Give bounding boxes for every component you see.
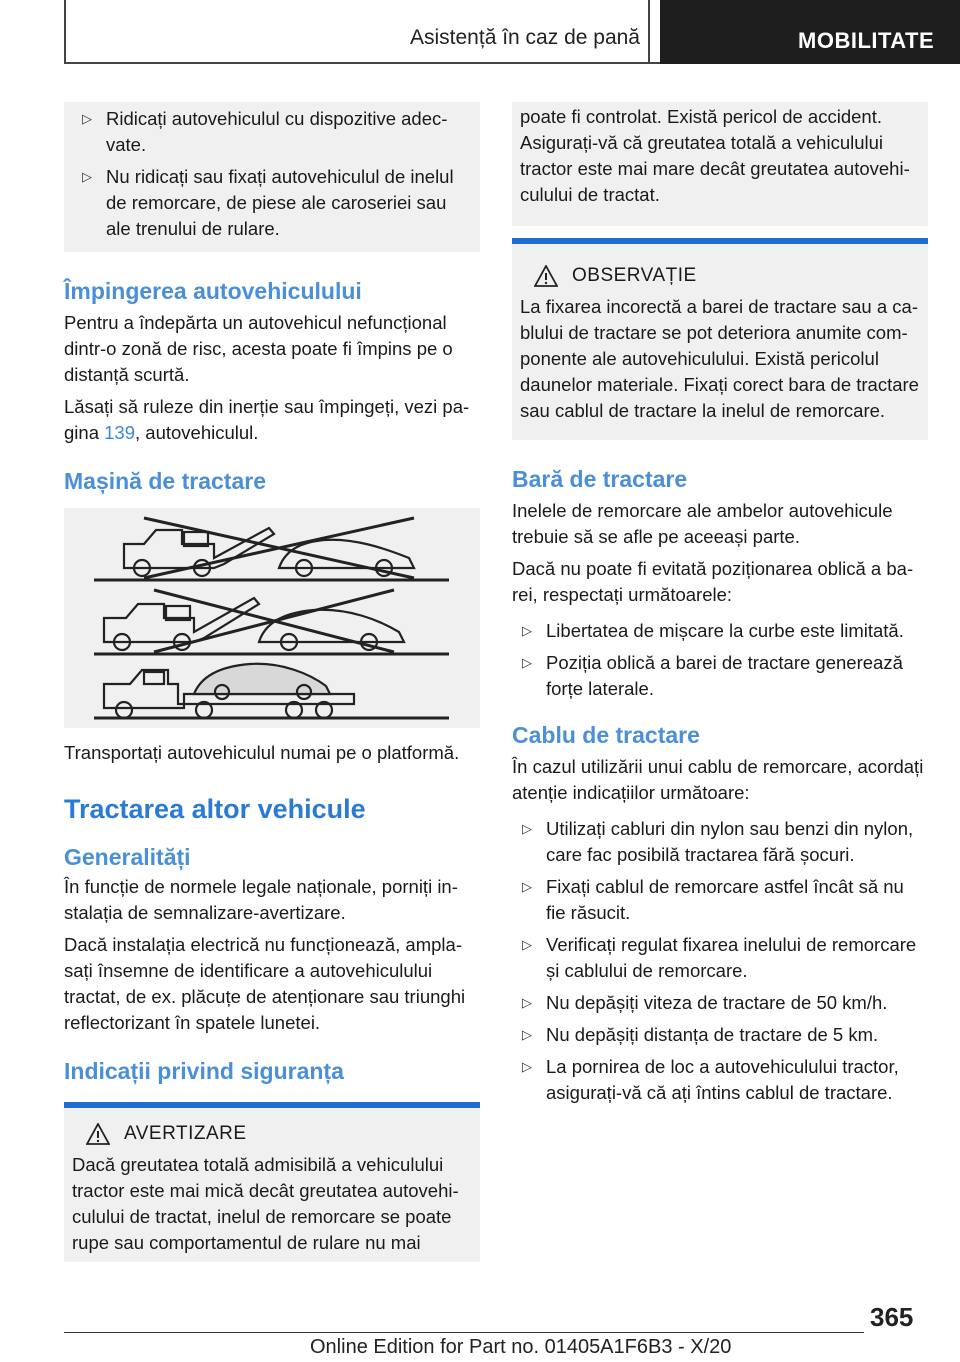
header-section-title: Asistență în caz de pană: [410, 26, 640, 49]
list-item: ▷ Ridicați autovehiculul cu dispozitive adecvate.: [82, 108, 448, 155]
bullet-triangle-icon: ▷: [522, 937, 532, 952]
right-column: [512, 102, 928, 1112]
list-item: ▷ Utilizați cabluri din nylon sau benzi din nylon, care fac posibilă tractarea fără șocuri.: [522, 818, 914, 865]
bullet-triangle-icon: ▷: [522, 623, 532, 638]
list-item: ▷ Nu depășiți viteza de tractare de 50 km/h.: [512, 990, 928, 1016]
bar-paragraph-2: Dacă nu poate fi evitată poziționarea oblică a barei, respectați următoarele:: [512, 558, 914, 605]
header-rule-left: [64, 0, 66, 64]
warning-text: Dacă greutatea totală admisibilă a vehiculului tractor este mai mică decât greutatea autovehiculului de tractat, inelul de remorcare se poate rupe sau comportamentul de rulare nu mai: [72, 1154, 459, 1253]
tow-truck-drawing: [64, 508, 480, 728]
note-box: [512, 238, 928, 440]
list-item: ▷ Poziția oblică a barei de tractare generează forțe laterale.: [522, 652, 903, 699]
bullet-triangle-icon: ▷: [522, 995, 532, 1010]
warning-triangle-icon: [534, 265, 558, 287]
page-number: 365: [870, 1302, 914, 1332]
note-text: La fixarea incorectă a barei de tractare sau a cablului de tractare se pot deteriora anumite componente ale autovehiculului. Există pericolul daunelor materiale. Fixați corect bara de tractare sau cablul de tractare la inelul de remorcare.: [520, 296, 919, 421]
tow-truck-caption: Transportați autovehiculul numai pe o platformă.: [64, 742, 460, 763]
list-item: ▷ Nu depășiți distanța de tractare de 5 km.: [512, 1022, 928, 1048]
section-heading-tow-truck: Mașină de tractare: [64, 468, 266, 494]
general-paragraph-2: Dacă instalația electrică nu funcționează, amplasați însemne de identificare a autovehiculului tractat, de ex. plăcuțe de atenționare sau triunghi reflectorizant în spatele lunetei.: [64, 934, 466, 1033]
list-item: ▷ Nu ridicați sau fixați autovehiculul de inelul de remorcare, de piese ale caroseriei sau ale trenului de rulare.: [82, 166, 454, 239]
push-paragraph-1: Pentru a îndepărta un autovehicul nefuncțional dintr-o zonă de risc, acesta poate fi împins pe o distanță scurtă.: [64, 312, 453, 385]
note-label: OBSERVAȚIE: [572, 265, 697, 286]
section-heading-tow-other: Tractarea altor vehicule: [64, 794, 366, 824]
tow-truck-illustration: [64, 508, 480, 728]
cable-paragraph-1: În cazul utilizării unui cablu de remorcare, acordați atenție indicațiilor următoare:: [512, 756, 924, 803]
footer-rule: [64, 1332, 864, 1333]
lift-instructions-box: [64, 102, 480, 252]
section-heading-safety: Indicații privind siguranța: [64, 1058, 344, 1084]
bar-paragraph-1: Inelele de remorcare ale ambelor autovehicule trebuie să se afle pe aceeași parte.: [512, 500, 893, 547]
bullet-triangle-icon: ▷: [522, 821, 532, 836]
warning-label: AVERTIZARE: [124, 1123, 247, 1144]
section-heading-push: Împingerea autovehiculului: [64, 278, 362, 304]
warning-box-continued: [512, 102, 928, 226]
bullet-triangle-icon: ▷: [522, 879, 532, 894]
header-rule-mid: [648, 0, 650, 64]
footer-edition: Online Edition for Part no. 01405A1F6B3 - X/20: [310, 1336, 732, 1358]
list-item: ▷ Verificați regulat fixarea inelului de remorcare și cablului de remorcare.: [522, 934, 917, 981]
push-paragraph-2: Lăsați să ruleze din inerție sau împingeți, vezi pagina 139, autovehiculul.: [64, 396, 470, 443]
page-reference-link[interactable]: 139: [104, 422, 135, 443]
bullet-triangle-icon: ▷: [522, 1027, 532, 1042]
left-column: [64, 102, 480, 1262]
warning-continued-text: poate fi controlat. Există pericol de accident. Asigurați-vă că greutatea totală a vehiculului tractor este mai mare decât greutatea autovehiculului de tractat.: [520, 106, 910, 205]
section-heading-tow-bar: Bară de tractare: [512, 466, 688, 492]
list-item: ▷ Fixați cablul de remorcare astfel încât să nu fie răsucit.: [522, 876, 904, 923]
section-heading-general: Generalități: [64, 844, 191, 870]
section-heading-tow-cable: Cablu de tractare: [512, 722, 700, 748]
list-item: ▷ La pornirea de loc a autovehiculului tractor, asigurați-vă că ați întins cablul de tractare.: [522, 1056, 899, 1103]
warning-box: [64, 1102, 480, 1262]
general-paragraph-1: În funcție de normele legale naționale, porniți instalația de semnalizare-avertizare.: [64, 876, 458, 923]
bullet-triangle-icon: ▷: [522, 655, 532, 670]
header-rule-bottom: [64, 62, 660, 64]
bullet-triangle-icon: ▷: [82, 169, 92, 184]
bullet-triangle-icon: ▷: [522, 1059, 532, 1074]
header-chapter-tab: MOBILITATE: [660, 0, 960, 64]
warning-triangle-icon: [86, 1123, 110, 1145]
bullet-triangle-icon: ▷: [82, 111, 92, 126]
list-item: ▷ Libertatea de mișcare la curbe este limitată.: [512, 618, 928, 644]
